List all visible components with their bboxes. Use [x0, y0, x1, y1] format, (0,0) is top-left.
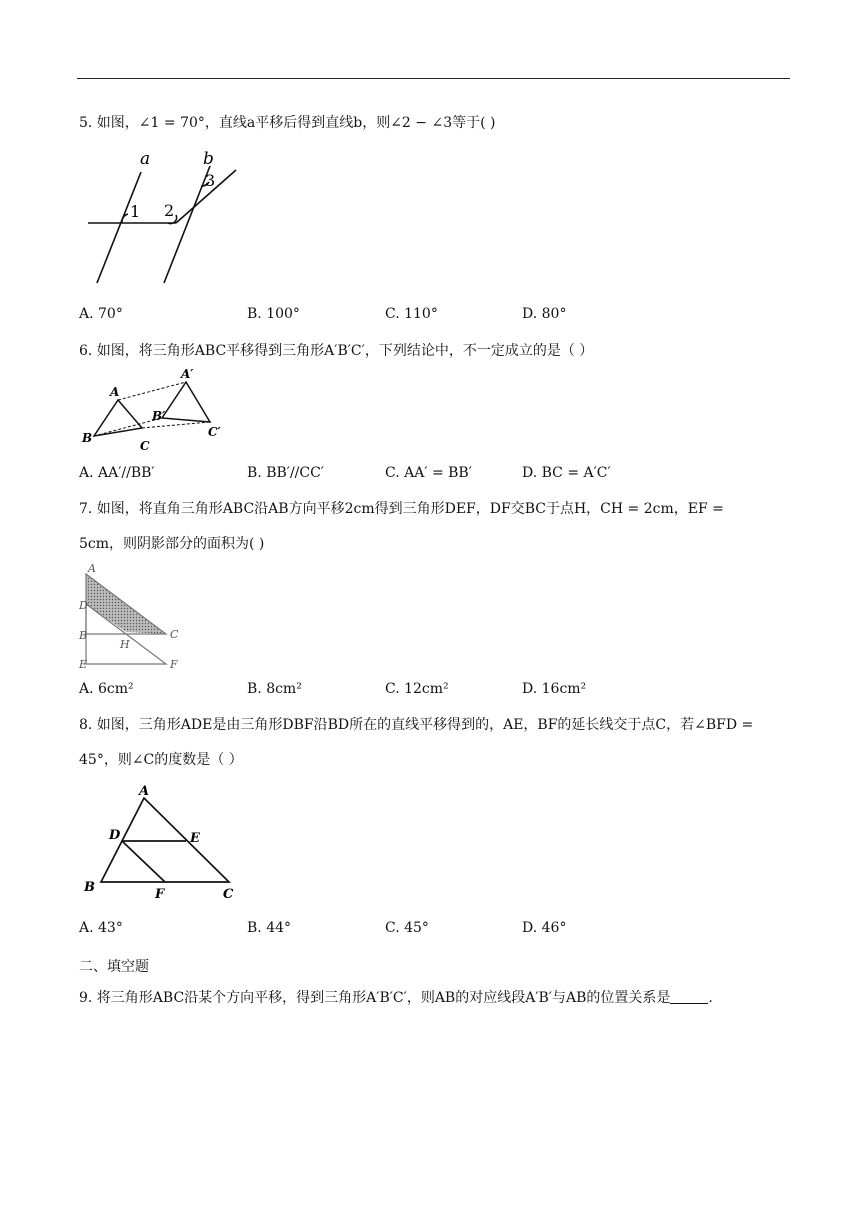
q9-stem: [79, 989, 713, 1007]
q5-label-a: a: [140, 149, 151, 169]
q7-option-c[interactable]: C. 12cm²: [385, 681, 449, 697]
q8-options: [79, 920, 799, 940]
q8-stem-line2: 45°，则∠C的度数是（ ）: [79, 752, 243, 768]
q5-angle1-arc: [122, 214, 128, 223]
q7-label-b: B: [79, 629, 88, 642]
q5-stem: 5. 如图，∠1 = 70°，直线a平移后得到直线b，则∠2 − ∠3等于( ): [79, 115, 496, 131]
q8-label-e: E: [190, 831, 200, 846]
q6-option-a[interactable]: A. AA′//BB′: [79, 465, 155, 481]
q5-label-1: 1: [130, 202, 141, 221]
q8-figure: [80, 782, 245, 907]
q5-label-2: 2: [164, 201, 175, 220]
q9-stem-end: .: [708, 990, 713, 1006]
q7-label-e: E: [79, 658, 88, 671]
q6-label-b: B: [82, 431, 93, 445]
q8-label-c: C: [223, 887, 234, 902]
q8-option-b[interactable]: B. 44°: [247, 920, 292, 936]
q6-options: [79, 465, 799, 485]
q7-label-a: A: [88, 562, 96, 575]
q7-stem-line2: 5cm，则阴影部分的面积为( ): [79, 536, 265, 552]
q7-label-c: C: [170, 628, 179, 641]
q8-option-a[interactable]: A. 43°: [79, 920, 123, 936]
q7-option-b[interactable]: B. 8cm²: [247, 681, 302, 697]
q5-line-a: [97, 172, 141, 283]
q9-answer-blank[interactable]: [670, 989, 708, 1004]
header-rule: [77, 78, 790, 79]
q5-option-b[interactable]: B. 100°: [247, 306, 300, 322]
q8-option-c[interactable]: C. 45°: [385, 920, 429, 936]
q7-option-a[interactable]: A. 6cm²: [79, 681, 134, 697]
q8-label-b: B: [84, 880, 95, 895]
q7-label-h: H: [120, 638, 130, 651]
section-title-fill-in: 二、填空题: [79, 959, 149, 975]
q6-label-a-prime: A′: [181, 367, 194, 381]
q9-stem-text: 9. 将三角形ABC沿某个方向平移，得到三角形A′B′C′，则AB的对应线段A′B′与AB的位置关系是: [79, 990, 671, 1006]
q8-label-d: D: [109, 828, 121, 843]
q6-option-d[interactable]: D. BC = A′C′: [522, 465, 611, 481]
q8-stem-line1: 8. 如图，三角形ADE是由三角形DBF沿BD所在的直线平移得到的，AE，BF的延长线交于点C，若∠BFD =: [79, 717, 754, 733]
q8-segment-df: [122, 841, 165, 882]
q7-figure: [78, 562, 188, 672]
q5-option-c[interactable]: C. 110°: [385, 306, 438, 322]
q6-stem: 6. 如图，将三角形ABC平移得到三角形A′B′C′，下列结论中，不一定成立的是（ ）: [79, 343, 594, 359]
q7-label-f: F: [170, 658, 178, 671]
q7-option-d[interactable]: D. 16cm²: [522, 681, 587, 697]
q8-label-f: F: [155, 887, 165, 902]
q7-options: [79, 681, 799, 701]
q6-triangle-a1b1c1: [162, 382, 210, 422]
q5-figure: [84, 148, 244, 288]
q8-option-d[interactable]: D. 46°: [522, 920, 567, 936]
q5-option-a[interactable]: A. 70°: [79, 306, 123, 322]
q6-option-c[interactable]: C. AA′ = BB′: [385, 465, 472, 481]
q5-label-3: 3: [205, 171, 216, 190]
q6-triangle-abc: [94, 400, 142, 436]
q5-option-d[interactable]: D. 80°: [522, 306, 567, 322]
q6-label-a: A: [110, 385, 120, 399]
q6-option-b[interactable]: B. BB′//CC′: [247, 465, 324, 481]
q5-label-b: b: [203, 149, 214, 169]
q6-label-c: C: [140, 439, 150, 453]
q7-stem-line1: 7. 如图，将直角三角形ABC沿AB方向平移2cm得到三角形DEF，DF交BC于点H，CH = 2cm，EF =: [79, 501, 724, 517]
q6-label-c-prime: C′: [208, 425, 221, 439]
q8-label-a: A: [139, 784, 150, 799]
q6-figure: [78, 366, 228, 458]
q7-label-d: D: [79, 599, 88, 612]
q6-label-b-prime: B′: [152, 409, 166, 423]
q5-options: [79, 306, 799, 326]
